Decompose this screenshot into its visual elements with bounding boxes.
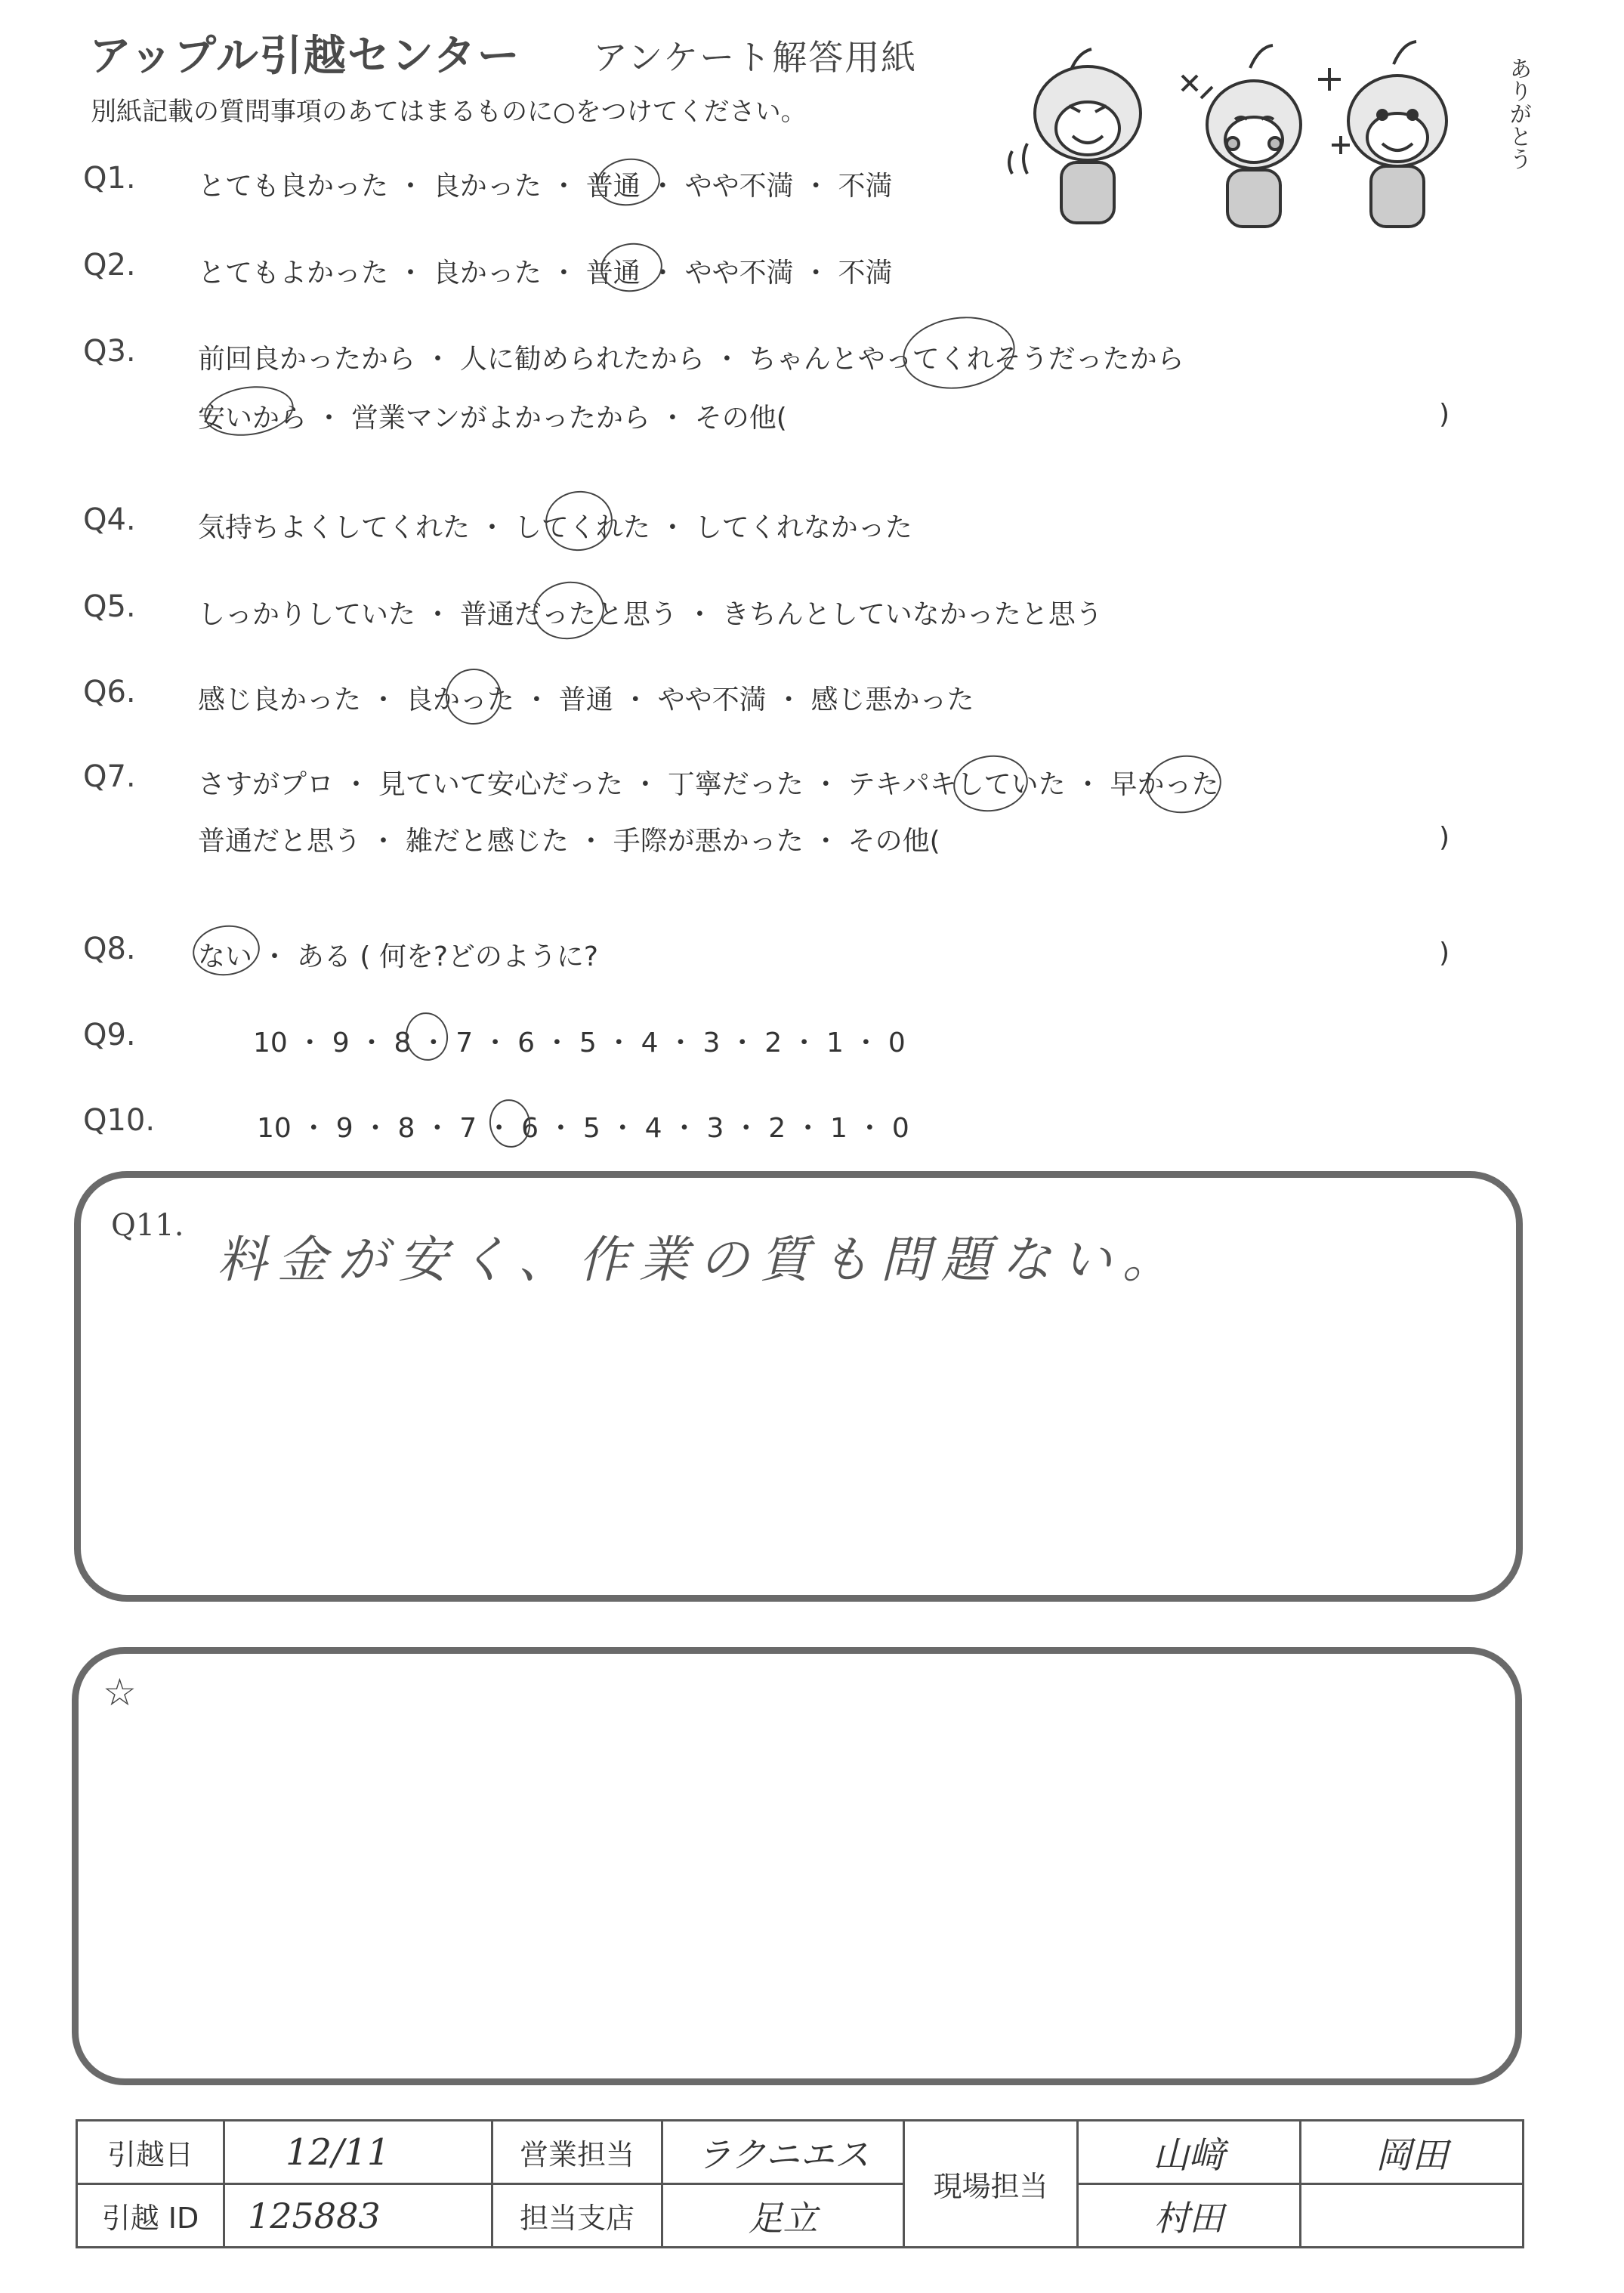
q1-label: Q1. [83, 161, 136, 196]
sales-rep-label: 営業担当 [492, 2121, 662, 2184]
q1-options: とても良かった ・ 良かった ・ 普通 ・ やや不満 ・ 不満 [198, 171, 893, 202]
q7-options-line1: さすがプロ ・ 見ていて安心だった ・ 丁寧だった ・ テキパキしていた ・ 早かった [198, 769, 1219, 800]
q8-close-paren: ) [1439, 938, 1450, 969]
branch-label: 担当支店 [492, 2184, 662, 2248]
q3-options-line1: 前回良かったから ・ 人に勧められたから ・ ちゃんとやってくれそうだったから [198, 344, 1184, 375]
branch-value: 足立 [662, 2184, 904, 2248]
site-staff-3: 村田 [1078, 2184, 1301, 2248]
move-date-value: 12/11 [224, 2121, 492, 2184]
q9-label: Q9. [83, 1018, 136, 1052]
instructions: 別紙記載の質問事項のあてはまるものに○をつけてください。 [91, 97, 807, 127]
move-id-value: 125883 [224, 2184, 492, 2248]
monkey-mascots-illustration [997, 23, 1541, 242]
additional-comments-box [72, 1647, 1522, 2085]
q11-label: Q11. [111, 1208, 184, 1243]
q7-options-line2: 普通だと思う ・ 雑だと感じた ・ 手際が悪かった ・ その他( [198, 826, 940, 857]
star-icon: ☆ [103, 1670, 137, 1714]
q9-scale: 10 ・ 9 ・ 8 ・ 7 ・ 6 ・ 5 ・ 4 ・ 3 ・ 2 ・ 1 ・ 0 [253, 1028, 906, 1058]
sales-rep-value: ラクニエス [662, 2121, 904, 2184]
q5-label: Q5. [83, 589, 136, 624]
q7-selection-circle-2 [1143, 750, 1225, 817]
thanks-text: ありがとう [1505, 57, 1532, 170]
q4-options: 気持ちよくしてくれた ・ してくれた ・ してくれなかった [198, 512, 912, 543]
monkey-icon-2 [1182, 45, 1301, 227]
q3-label: Q3. [83, 334, 136, 369]
q2-label: Q2. [83, 248, 136, 283]
q3-selection-circle-1 [898, 310, 1020, 396]
site-staff-1: 山﨑 [1078, 2121, 1301, 2184]
site-staff-4-empty [1301, 2184, 1524, 2248]
q2-options: とてもよかった ・ 良かった ・ 普通 ・ やや不満 ・ 不満 [198, 258, 893, 289]
q8-label: Q8. [83, 932, 136, 966]
q7-close-paren: ) [1439, 822, 1450, 853]
monkey-icon-3 [1318, 42, 1446, 227]
q7-selection-circle-1 [949, 750, 1031, 816]
q10-scale: 10 ・ 9 ・ 8 ・ 7 ・ 6 ・ 5 ・ 4 ・ 3 ・ 2 ・ 1 ・ 0 [257, 1113, 909, 1144]
q11-handwritten-answer: 料金が安く、作業の質も問題ない。 [217, 1231, 1183, 1289]
move-date-label: 引越日 [77, 2121, 224, 2184]
q11-answer-box [74, 1171, 1523, 1602]
site-staff-label: 現場担当 [904, 2121, 1078, 2248]
q5-selection-circle [529, 577, 608, 644]
form-title: アップル引越センター [89, 32, 521, 81]
q4-label: Q4. [83, 502, 136, 537]
q6-label: Q6. [83, 675, 136, 709]
form-subtitle: アンケート解答用紙 [593, 37, 918, 78]
site-staff-2: 岡田 [1301, 2121, 1524, 2184]
q3-options-line2: 安いから ・ 営業マンがよかったから ・ その他( [198, 403, 787, 434]
q4-selection-circle [542, 487, 616, 555]
q10-label: Q10. [83, 1103, 156, 1138]
q5-options: しっかりしていた ・ 普通だったと思う ・ きちんとしていなかったと思う [198, 599, 1103, 630]
q6-selection-circle [442, 665, 505, 728]
move-id-label: 引越 ID [77, 2184, 224, 2248]
q6-options: 感じ良かった ・ 良かった ・ 普通 ・ やや不満 ・ 感じ悪かった [198, 685, 974, 715]
q3-close-paren: ) [1439, 399, 1450, 430]
monkey-icon-1 [1009, 49, 1141, 223]
q8-options: ない ・ ある ( 何を?どのように? [198, 941, 599, 972]
q7-label: Q7. [83, 759, 136, 794]
staff-info-table [76, 2119, 1524, 2248]
